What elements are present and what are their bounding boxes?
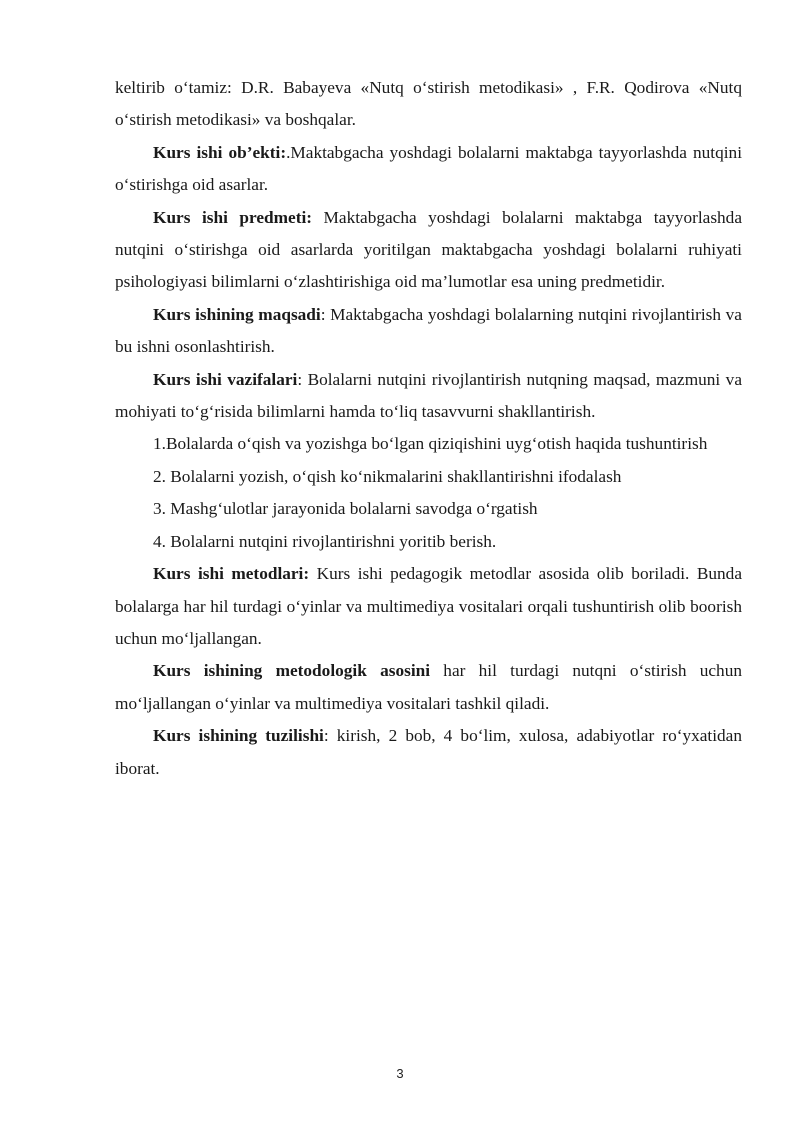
goal-paragraph — [115, 299, 742, 364]
subject-label: Kurs ishi predmeti: — [153, 207, 313, 227]
subject-paragraph — [115, 202, 742, 299]
object-paragraph — [115, 137, 742, 202]
task-item: 4. Bolalarni nutqini rivojlantirishni yoritib berish. — [153, 531, 497, 551]
object-label: Kurs ishi ob’ekti: — [153, 142, 287, 162]
structure-text: : kirish, 2 bob, 4 bo‘lim, xulosa, adabiyotlar ro‘yxatidan iborat. — [115, 726, 742, 778]
structure-label: Kurs ishining tuzilishi — [153, 726, 324, 746]
tasks-label: Kurs ishi vazifalari — [153, 369, 298, 389]
methodology-text: har hil turdagi nutqni o‘stirish uchun mo‘ljallangan o‘yinlar va multimediya vositalari tashkil qiladi. — [115, 661, 742, 713]
methods-label: Kurs ishi metodlari: — [153, 564, 310, 584]
structure-paragraph — [115, 720, 742, 785]
tasks-text: : Bolalarni nutqini rivojlantirish nutqning maqsad, mazmuni va mohiyati to‘g‘risida bilimlarni hamda to‘liq tasavvurni shakllantirish. — [115, 369, 742, 422]
task-item: 2. Bolalarni yozish, o‘qish ko‘nikmalarini shakllantirishni ifodalash — [153, 466, 622, 486]
methods-paragraph — [115, 558, 742, 655]
task-item: 1.Bolalarda o‘qish va yozishga bo‘lgan qiziqishini uyg‘otish haqida tushuntirish — [153, 434, 708, 454]
subject-text: Maktabgacha yoshdagi bolalarni maktabga tayyorlashda nutqini o‘stirishga oid asarlarda yoritilgan maktabgacha yoshdagi bolalarni ruhiyati psihologiyasi bilimlarni o‘zlashtirishiga oid ma’lumotlar esa uning predmetidir. — [115, 207, 742, 292]
methodology-label: Kurs ishining metodologik asosini — [153, 661, 431, 681]
page-number: 3 — [396, 1066, 404, 1081]
goal-label: Kurs ishining maqsadi — [153, 304, 321, 324]
object-text: .Maktabgacha yoshdagi bolalarni maktabga tayyorlashda nutqini o‘stirishga oid asarlar. — [115, 142, 742, 195]
goal-text: : Maktabgacha yoshdagi bolalarning nutqini rivojlantirish va bu ishni osonlashtirish. — [115, 304, 742, 357]
intro-paragraph: keltirib o‘tamiz: D.R. Babayeva «Nutq o‘stirish metodikasi» , F.R. Qodirova «Nutq o‘stirish metodikasi» va boshqalar. — [115, 78, 742, 130]
tasks-paragraph — [115, 364, 742, 429]
methodology-paragraph — [115, 655, 742, 720]
document-body — [115, 72, 742, 785]
task-item: 3. Mashg‘ulotlar jarayonida bolalarni savodga o‘rgatish — [153, 499, 538, 519]
methods-text: Kurs ishi pedagogik metodlar asosida olib boriladi. Bunda bolalarga har hil turdagi o‘yinlar va multimediya vositalari orqali tushuntirish olib boorish uchun mo‘ljallangan. — [115, 564, 742, 648]
